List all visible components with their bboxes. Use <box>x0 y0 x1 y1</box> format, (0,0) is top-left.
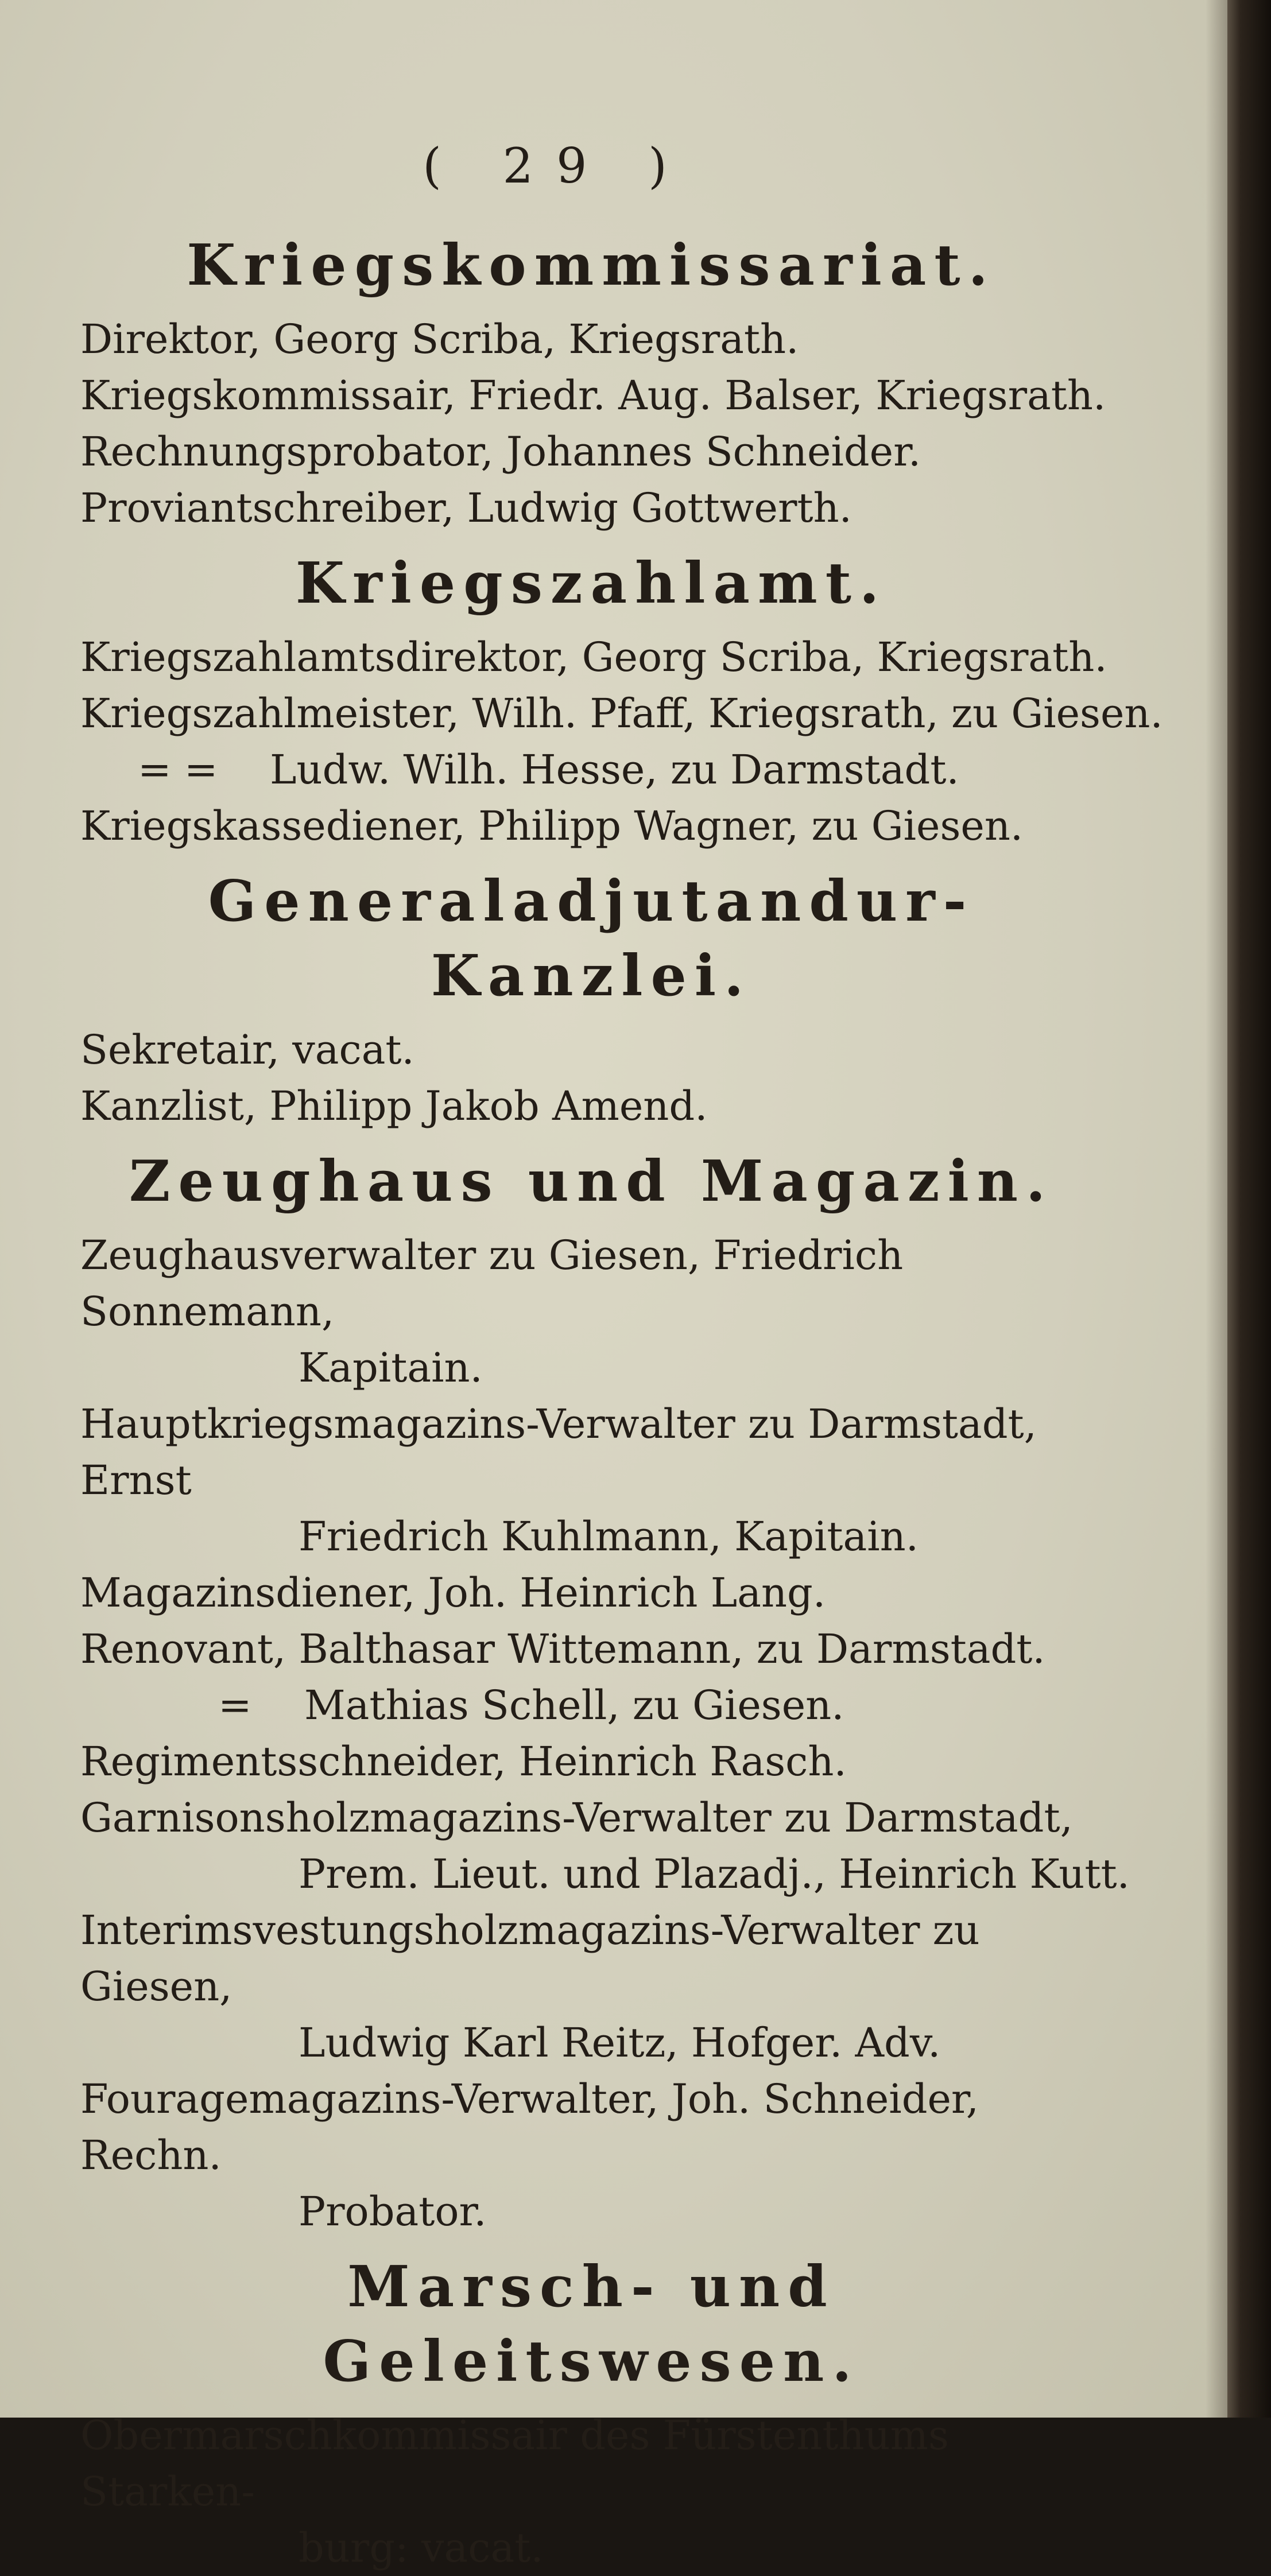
entry: Kriegskassediener, Philipp Wagner, zu Giesen. <box>80 802 1024 849</box>
entry: Kriegszahlamtsdirektor, Georg Scriba, Kriegsrath. <box>80 634 1107 681</box>
entry: Renovant, Balthasar Wittemann, zu Darmstadt. <box>80 1625 1045 1673</box>
entry-text: Obermarschkommissair des Fürstenthums Starken- <box>80 2412 949 2515</box>
entry <box>80 1902 1102 2071</box>
entry: Kanzlist, Philipp Jakob Amend. <box>80 1083 708 1130</box>
entry-text: Hauptkriegsmagazins-Verwalter zu Darmstadt, Ernst <box>80 1400 1037 1504</box>
entry <box>80 2407 1102 2576</box>
section-heading-marsch-und-geleitswesen: Marsch- und Geleitswesen. <box>323 2254 860 2395</box>
entry: Sekretair, vacat. <box>80 1026 414 1073</box>
entry-continuation: Probator. <box>299 2188 487 2235</box>
entry <box>80 2071 1102 2240</box>
entry: Direktor, Georg Scriba, Kriegsrath. <box>80 316 799 363</box>
entry <box>80 1790 1130 1902</box>
entry-text: Fouragemagazins-Verwalter, Joh. Schneider, Rechn. <box>80 2075 979 2179</box>
entry: Rechnungsprobator, Johannes Schneider. <box>80 428 921 475</box>
entry: Magazinsdiener, Joh. Heinrich Lang. <box>80 1569 826 1616</box>
paper-edge-shadow <box>1206 0 1227 2418</box>
text-block <box>80 218 1163 2576</box>
entry: Kriegszahlmeister, Wilh. Pfaff, Kriegsrath, zu Giesen. <box>80 690 1163 737</box>
section-heading-zeughaus-und-magazin: Zeughaus und Magazin. <box>129 1149 1054 1215</box>
entry-continuation: Ludwig Karl Reitz, Hofger. Adv. <box>299 2019 941 2066</box>
entry-text: Ludw. Wilh. Hesse, zu Darmstadt. <box>270 746 959 793</box>
entry-continuation: Prem. Lieut. und Plazadj., Heinrich Kutt. <box>299 1850 1130 1898</box>
entry: Kriegskommissair, Friedr. Aug. Balser, Kriegsrath. <box>80 372 1106 419</box>
section-heading-kriegskommissariat: Kriegskommissariat. <box>187 232 996 298</box>
section-heading-kriegszahlamt: Kriegszahlamt. <box>295 550 888 616</box>
entry: Proviantschreiber, Ludwig Gottwerth. <box>80 484 852 532</box>
entry-text: Interimsvestungsholzmagazins-Verwalter zu Giesen, <box>80 1907 980 2010</box>
entry <box>80 1227 1102 1396</box>
entry: Regimentsschneider, Heinrich Rasch. <box>80 1738 847 1785</box>
ditto-mark: = = <box>138 746 218 793</box>
section-heading-generaladjutandur-kanzlei: Generaladjutandur-Kanzlei. <box>208 868 975 1009</box>
entry <box>80 1677 1102 1733</box>
entry <box>80 1396 1102 1565</box>
entry-continuation: Friedrich Kuhlmann, Kapitain. <box>299 1513 919 1560</box>
entry <box>80 742 1102 798</box>
entry-text: Zeughausverwalter zu Giesen, Friedrich Sonnemann, <box>80 1232 904 1335</box>
book-gutter <box>1227 0 1271 2418</box>
entry-text: Garnisonsholzmagazins-Verwalter zu Darmstadt, <box>80 1794 1073 1841</box>
page-number: ( 29 ) <box>423 138 690 194</box>
entry-text: Mathias Schell, zu Giesen. <box>304 1682 844 1729</box>
ditto-mark: = <box>218 1682 252 1729</box>
entry-continuation: burg: vacat. <box>299 2524 544 2571</box>
entry-continuation: Kapitain. <box>299 1344 483 1391</box>
